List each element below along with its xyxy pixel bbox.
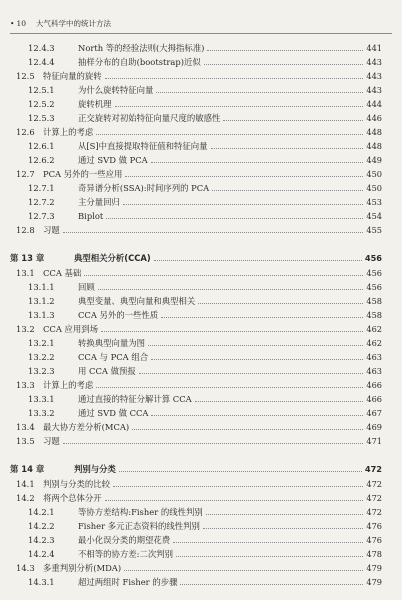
entry-page: 453 — [366, 197, 382, 207]
entry-title: CCA 与 PCA 组合 — [78, 352, 149, 362]
chapter-title: 典型相关分析(CCA) — [74, 253, 151, 263]
entry-title: Fisher 多元正态资料的线性判别 — [78, 521, 200, 531]
entry-page: 455 — [366, 225, 382, 235]
entry-title: 习题 — [43, 225, 60, 235]
entry-title: Biplot — [78, 211, 104, 221]
dot-leader — [151, 359, 363, 360]
dot-leader — [154, 260, 362, 261]
entry-number: 14.1 — [16, 479, 35, 489]
entry-title: 从[S]中直接提取特征值和特征向量 — [78, 141, 208, 151]
dot-leader — [96, 134, 363, 135]
toc-entry — [0, 391, 402, 405]
toc-entry — [0, 138, 402, 152]
entry-page: 446 — [366, 113, 382, 123]
entry-page: 463 — [366, 352, 382, 362]
dot-leader — [106, 218, 363, 219]
entry-number: 13.3 — [16, 380, 35, 390]
dot-leader — [124, 570, 363, 571]
entry-number: 12.6.2 — [28, 155, 55, 165]
dot-leader — [156, 92, 363, 93]
entry-number: 12.5.3 — [28, 113, 55, 123]
entry-number: 13.1.2 — [28, 296, 55, 306]
chapter-heading — [0, 461, 402, 475]
toc-entry — [0, 433, 402, 447]
toc-entry — [0, 293, 402, 307]
entry-title: 抽样分布的自助(bootstrap)近似 — [78, 57, 201, 67]
running-header — [10, 16, 392, 30]
entry-page: 454 — [366, 211, 382, 221]
entry-page: 458 — [366, 310, 382, 320]
dot-leader — [151, 415, 363, 416]
chapter-number: 第 13 章 — [10, 253, 45, 263]
entry-title: CCA 另外的一些性质 — [78, 310, 159, 320]
dot-leader — [132, 429, 363, 430]
toc-entry — [0, 54, 402, 68]
entry-page: 448 — [366, 127, 382, 137]
entry-title: 主分量回归 — [78, 197, 120, 207]
entry-title: 等协方差结构:Fisher 的线性判别 — [78, 507, 203, 517]
entry-page: 456 — [366, 282, 382, 292]
toc-entry — [0, 194, 402, 208]
entry-page: 466 — [366, 394, 382, 404]
entry-number: 13.1 — [16, 268, 35, 278]
entry-page: 443 — [366, 57, 382, 67]
entry-number: 12.4.3 — [28, 43, 55, 53]
entry-number: 12.7.2 — [28, 197, 55, 207]
entry-page: 472 — [366, 493, 382, 503]
dot-leader — [98, 289, 364, 290]
entry-number: 13.2.2 — [28, 352, 55, 362]
entry-page: 462 — [366, 338, 382, 348]
entry-title: 最大协方差分析(MCA) — [43, 422, 130, 432]
entry-title: 通过 SVD 做 CCA — [78, 408, 149, 418]
entry-number: 14.2.4 — [28, 549, 55, 559]
dot-leader — [115, 106, 364, 107]
entry-number: 12.4.4 — [28, 57, 55, 67]
dot-leader — [139, 373, 364, 374]
entry-title: 将两个总体分开 — [43, 493, 102, 503]
entry-title: PCA 另外的一些应用 — [43, 169, 123, 179]
toc-entry — [0, 363, 402, 377]
dot-leader — [63, 443, 364, 444]
entry-page: 450 — [366, 183, 382, 193]
entry-page: 472 — [366, 507, 382, 517]
entry-page: 467 — [366, 408, 382, 418]
entry-title: 转换典型向量为图 — [78, 338, 145, 348]
entry-title: 多重判别分析(MDA) — [43, 563, 122, 573]
dot-leader — [173, 542, 363, 543]
dot-leader — [198, 303, 363, 304]
entry-page: 458 — [366, 296, 382, 306]
dot-leader — [105, 500, 364, 501]
dot-leader — [203, 528, 363, 529]
entry-page: 450 — [366, 169, 382, 179]
toc-entry — [0, 504, 402, 518]
entry-number: 14.3.1 — [28, 577, 55, 587]
entry-number: 13.2.1 — [28, 338, 55, 348]
entry-title: 为什么旋转特征向量 — [78, 85, 154, 95]
entry-page: 476 — [366, 521, 382, 531]
toc-entry — [0, 335, 402, 349]
chapter-title: 判别与分类 — [74, 464, 116, 474]
toc-entry — [0, 405, 402, 419]
entry-page: 476 — [366, 535, 382, 545]
header-rule — [10, 33, 392, 34]
dot-leader — [113, 486, 363, 487]
dot-leader — [84, 275, 363, 276]
entry-page: 449 — [366, 155, 382, 165]
entry-title: 典型变量、典型向量和典型相关 — [78, 296, 196, 306]
header-bullet: • — [10, 18, 15, 28]
toc-entry — [0, 476, 402, 490]
entry-number: 12.5.1 — [28, 85, 55, 95]
dot-leader — [123, 204, 363, 205]
dot-leader — [125, 176, 363, 177]
dot-leader — [63, 232, 364, 233]
entry-number: 14.2.2 — [28, 521, 55, 531]
entry-title: 计算上的考虑 — [43, 380, 94, 390]
toc-entry — [0, 532, 402, 546]
header-book-title: 大气科学中的统计方法 — [35, 18, 111, 28]
entry-number: 12.5.2 — [28, 99, 55, 109]
entry-title: 计算上的考虑 — [43, 127, 94, 137]
toc-entry — [0, 110, 402, 124]
entry-number: 14.3 — [16, 563, 35, 573]
entry-page: 444 — [366, 99, 382, 109]
entry-title: 超过两组时 Fisher 的步骤 — [78, 577, 178, 587]
toc-entry — [0, 68, 402, 82]
header-page-number: 10 — [16, 18, 26, 28]
chapter-heading — [0, 250, 402, 264]
dot-leader — [223, 120, 363, 121]
entry-number: 12.8 — [16, 225, 35, 235]
entry-number: 12.7.3 — [28, 211, 55, 221]
entry-number: 13.1.1 — [28, 282, 55, 292]
entry-page: 479 — [366, 577, 382, 587]
dot-leader — [105, 78, 364, 79]
dot-leader — [119, 471, 362, 472]
entry-number: 12.5 — [16, 71, 35, 81]
entry-title: 用 CCA 做预报 — [78, 366, 136, 376]
toc-entry — [0, 82, 402, 96]
dot-leader — [206, 514, 364, 515]
dot-leader — [96, 387, 363, 388]
dot-leader — [161, 317, 363, 318]
entry-title: 奇异谱分析(SSA):时间序列的 PCA — [78, 183, 210, 193]
entry-number: 13.5 — [16, 436, 35, 446]
entry-number: 13.1.3 — [28, 310, 55, 320]
entry-page: 443 — [366, 71, 382, 81]
dot-leader — [151, 162, 364, 163]
entry-title: North 等的经验法则(大拇指标准) — [78, 43, 205, 53]
dot-leader — [195, 401, 364, 402]
entry-number: 13.4 — [16, 422, 35, 432]
chapter-number: 第 14 章 — [10, 464, 45, 474]
entry-title: 特征向量的旋转 — [43, 71, 102, 81]
dot-leader — [148, 345, 363, 346]
entry-title: 通过 SVD 做 PCA — [78, 155, 148, 165]
toc-entry — [0, 574, 402, 588]
toc-entry — [0, 208, 402, 222]
dot-leader — [212, 190, 363, 191]
dot-leader — [101, 331, 363, 332]
entry-number: 13.3.1 — [28, 394, 55, 404]
toc-entry — [0, 124, 402, 138]
toc-entry — [0, 349, 402, 363]
entry-number: 14.2 — [16, 493, 35, 503]
dot-leader — [211, 148, 364, 149]
toc-entry — [0, 265, 402, 279]
toc-entry — [0, 321, 402, 335]
entry-number: 13.2.3 — [28, 366, 55, 376]
entry-page: 441 — [366, 43, 382, 53]
entry-title: CCA 应用到场 — [43, 324, 99, 334]
entry-title: 旋转机理 — [78, 99, 112, 109]
toc-entry — [0, 490, 402, 504]
entry-number: 12.7 — [16, 169, 35, 179]
entry-page: 479 — [366, 563, 382, 573]
toc-entry — [0, 96, 402, 110]
toc-entry — [0, 419, 402, 433]
entry-page: 463 — [366, 366, 382, 376]
toc-entry — [0, 546, 402, 560]
dot-leader — [180, 584, 363, 585]
entry-page: 466 — [366, 380, 382, 390]
dot-leader — [176, 556, 363, 557]
toc-entry — [0, 560, 402, 574]
dot-leader — [204, 64, 364, 65]
toc-entry — [0, 377, 402, 391]
entry-title: 判别与分类的比较 — [43, 479, 110, 489]
entry-page: 469 — [366, 422, 382, 432]
toc-entry — [0, 279, 402, 293]
entry-title: 回顾 — [78, 282, 95, 292]
entry-number: 14.2.1 — [28, 507, 55, 517]
toc-entry — [0, 166, 402, 180]
entry-page: 448 — [366, 141, 382, 151]
entry-number: 12.7.1 — [28, 183, 55, 193]
entry-page: 472 — [366, 479, 382, 489]
toc-entry — [0, 180, 402, 194]
toc-entry — [0, 40, 402, 54]
entry-title: 习题 — [43, 436, 60, 446]
entry-title: 不相等的协方差:二次判别 — [78, 549, 173, 559]
dot-leader — [207, 50, 363, 51]
toc-entry — [0, 518, 402, 532]
entry-title: CCA 基础 — [43, 268, 82, 278]
entry-page: 462 — [366, 324, 382, 334]
entry-number: 12.6.1 — [28, 141, 55, 151]
entry-page: 472 — [364, 464, 382, 474]
entry-number: 12.6 — [16, 127, 35, 137]
entry-page: 478 — [366, 549, 382, 559]
entry-page: 456 — [364, 253, 382, 263]
toc-entry — [0, 307, 402, 321]
entry-page: 471 — [366, 436, 382, 446]
entry-page: 456 — [366, 268, 382, 278]
entry-number: 13.2 — [16, 324, 35, 334]
toc-entry — [0, 152, 402, 166]
entry-title: 通过直接的特征分解计算 CCA — [78, 394, 192, 404]
toc-entry — [0, 222, 402, 236]
entry-number: 14.2.3 — [28, 535, 55, 545]
entry-title: 最小化误分类的期望花费 — [78, 535, 171, 545]
entry-number: 13.3.2 — [28, 408, 55, 418]
entry-title: 正交旋转对初始特征向量尺度的敏感性 — [78, 113, 221, 123]
entry-page: 443 — [366, 85, 382, 95]
